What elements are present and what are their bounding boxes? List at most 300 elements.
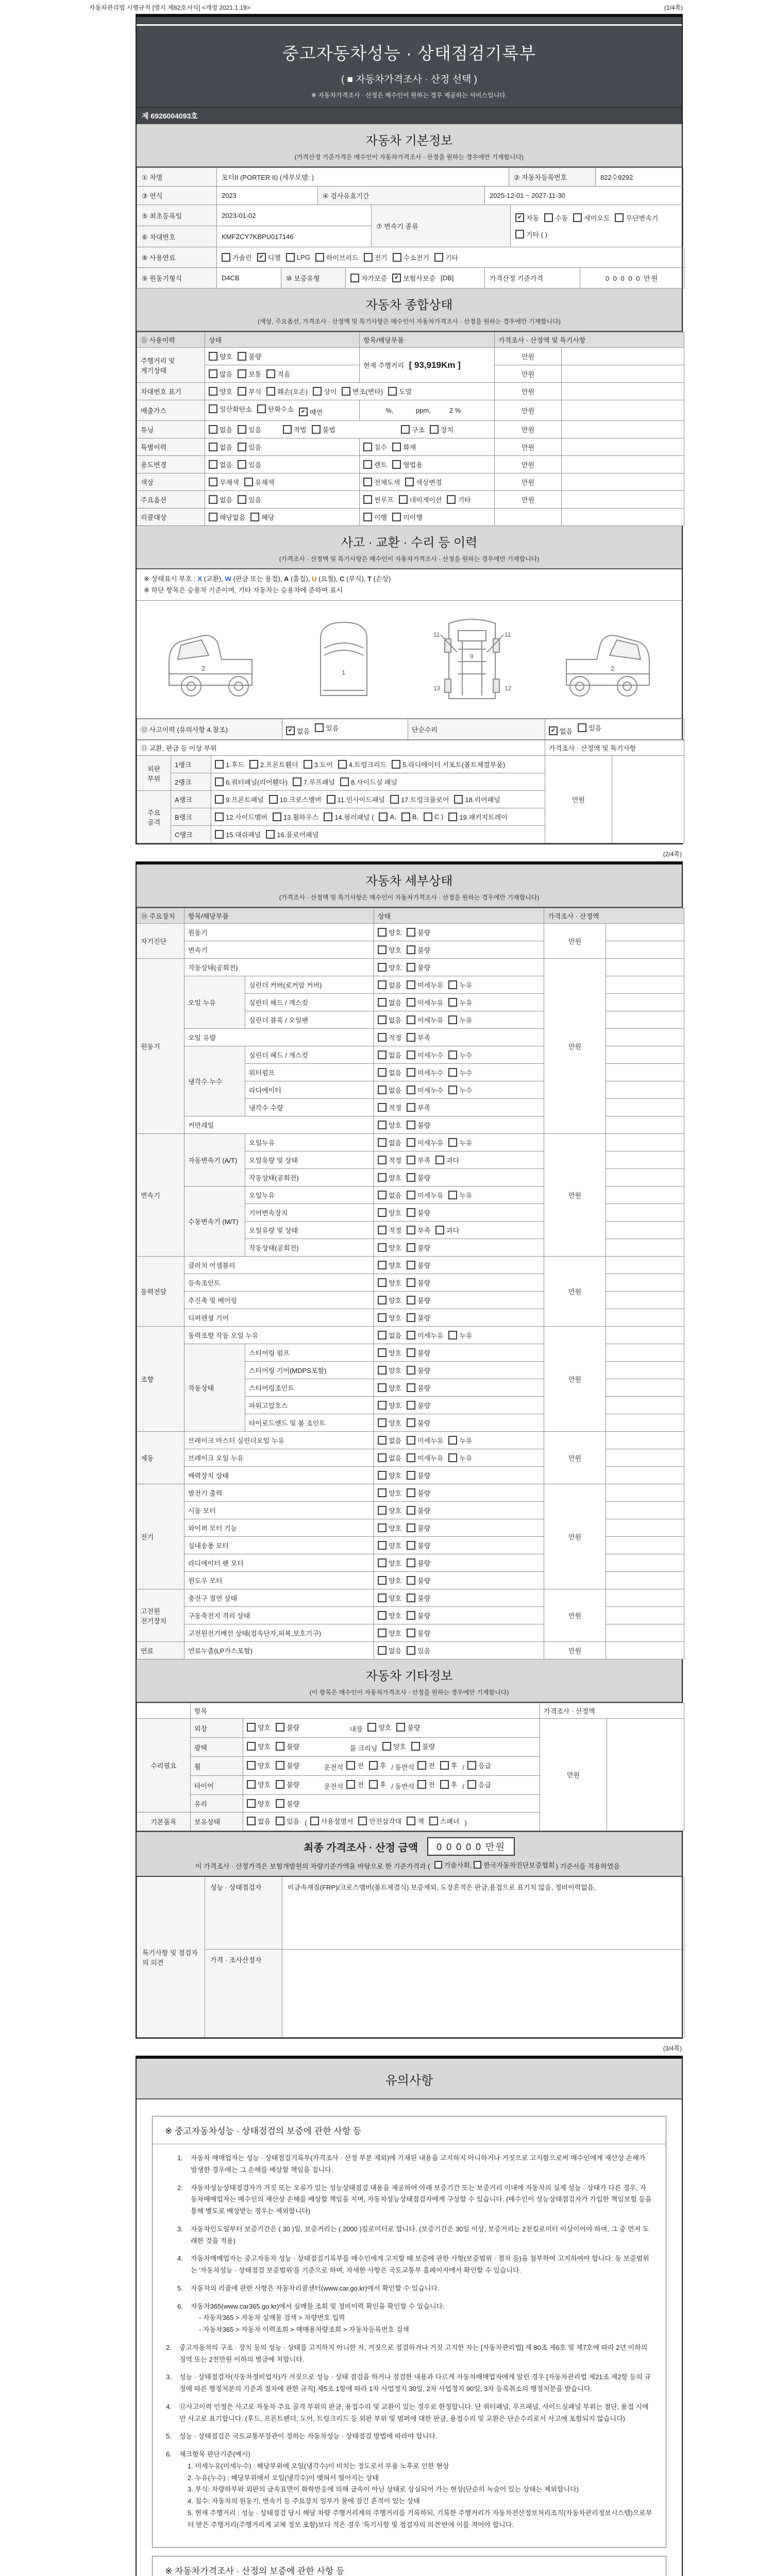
checkbox-option[interactable] — [407, 962, 430, 972]
checkbox-option[interactable] — [407, 1138, 443, 1147]
checkbox-option[interactable] — [407, 1260, 430, 1270]
checkbox-option[interactable] — [378, 1313, 401, 1323]
checkbox-box-icon[interactable] — [378, 1173, 386, 1182]
checkbox-box-icon[interactable] — [407, 1278, 415, 1287]
checkbox-option[interactable] — [378, 997, 401, 1007]
checkbox-box-icon[interactable] — [448, 1436, 457, 1445]
checkbox-option[interactable] — [407, 1593, 430, 1603]
checkbox-option[interactable] — [338, 759, 387, 769]
checkbox-option[interactable] — [378, 1190, 401, 1200]
checkbox-option[interactable] — [327, 794, 385, 804]
checkbox-box-icon[interactable] — [378, 980, 386, 989]
checkbox-option[interactable] — [615, 213, 658, 223]
checkbox-option[interactable] — [238, 369, 261, 379]
checkbox-box-icon[interactable] — [378, 1331, 386, 1340]
checkbox-box-icon[interactable] — [312, 425, 321, 434]
checkbox-option[interactable] — [304, 759, 333, 769]
checkbox-option[interactable] — [238, 442, 261, 452]
checkbox-option[interactable] — [378, 1155, 401, 1165]
checkbox-box-icon[interactable] — [392, 443, 401, 451]
checkbox-option[interactable] — [401, 425, 425, 434]
checkbox-box-icon[interactable] — [378, 1208, 386, 1217]
checkbox-option[interactable] — [467, 1760, 491, 1770]
checkbox-box-icon[interactable] — [209, 369, 217, 378]
checkbox-option[interactable] — [407, 1348, 430, 1358]
checkbox-option[interactable] — [407, 1067, 443, 1077]
checkbox-option[interactable] — [222, 252, 252, 262]
checkbox-option[interactable] — [448, 1435, 472, 1445]
checkbox-box-icon[interactable] — [276, 1817, 284, 1825]
checkbox-option[interactable] — [215, 829, 261, 839]
checkbox-option[interactable] — [276, 1760, 299, 1770]
checkbox-option[interactable] — [257, 252, 281, 262]
checkbox-option[interactable] — [378, 1032, 401, 1042]
checkbox-option[interactable] — [276, 1780, 299, 1789]
checkbox-box-icon[interactable] — [363, 460, 372, 469]
checkbox-option[interactable] — [266, 386, 308, 396]
checkbox-option[interactable] — [448, 1330, 472, 1340]
checkbox-box-icon[interactable] — [266, 369, 275, 378]
checkbox-box-icon[interactable] — [434, 1861, 442, 1869]
checkbox-option[interactable] — [247, 1816, 271, 1826]
checkbox-box-icon[interactable] — [378, 1138, 386, 1147]
checkbox-option[interactable] — [266, 369, 290, 379]
checkbox-box-icon[interactable] — [250, 513, 259, 521]
checkbox-box-icon[interactable] — [378, 1488, 386, 1497]
checkbox-box-icon[interactable] — [407, 1121, 415, 1129]
checkbox-option[interactable] — [378, 1208, 401, 1217]
checkbox-box-icon[interactable] — [378, 1436, 386, 1445]
checkbox-box-icon[interactable] — [249, 760, 258, 769]
checkbox-box-icon[interactable] — [378, 1296, 386, 1304]
checkbox-option[interactable] — [378, 1540, 401, 1550]
checkbox-option[interactable] — [378, 945, 401, 955]
checkbox-box-icon[interactable]: ✔ — [286, 726, 295, 735]
checkbox-box-icon[interactable] — [435, 1156, 444, 1164]
checkbox-box-icon[interactable] — [247, 1799, 256, 1808]
checkbox-box-icon[interactable] — [378, 1243, 386, 1252]
checkbox-box-icon[interactable] — [407, 1436, 415, 1445]
checkbox-option[interactable] — [346, 1760, 364, 1770]
checkbox-box-icon[interactable] — [448, 1331, 457, 1340]
checkbox-option[interactable] — [440, 1760, 458, 1770]
checkbox-box-icon[interactable] — [304, 760, 312, 769]
checkbox-box-icon[interactable] — [407, 1138, 415, 1147]
checkbox-box-icon[interactable] — [399, 495, 408, 504]
checkbox-box-icon[interactable] — [209, 513, 217, 521]
checkbox-box-icon[interactable] — [378, 1348, 386, 1357]
checkbox-box-icon[interactable] — [266, 830, 275, 839]
checkbox-option[interactable] — [429, 1816, 460, 1826]
checkbox-option[interactable] — [407, 1400, 430, 1410]
checkbox-option[interactable] — [247, 1722, 271, 1732]
checkbox-box-icon[interactable] — [378, 1015, 386, 1024]
checkbox-option[interactable] — [417, 1760, 435, 1770]
checkbox-box-icon[interactable] — [615, 213, 624, 222]
checkbox-box-icon[interactable] — [454, 795, 463, 804]
checkbox-box-icon[interactable] — [340, 777, 349, 786]
checkbox-option[interactable] — [378, 1646, 401, 1655]
checkbox-option[interactable] — [209, 477, 239, 487]
checkbox-box-icon[interactable] — [388, 387, 397, 396]
checkbox-option[interactable] — [363, 477, 400, 487]
checkbox-box-icon[interactable] — [247, 1761, 256, 1770]
checkbox-box-icon[interactable] — [407, 1313, 415, 1322]
checkbox-option[interactable] — [215, 812, 267, 822]
checkbox-option[interactable] — [378, 1383, 401, 1393]
checkbox-option[interactable] — [407, 1120, 430, 1130]
checkbox-box-icon[interactable] — [407, 1261, 415, 1269]
checkbox-option[interactable] — [209, 495, 232, 504]
checkbox-box-icon[interactable] — [238, 460, 246, 469]
checkbox-box-icon[interactable] — [238, 352, 246, 361]
checkbox-box-icon[interactable] — [363, 478, 372, 486]
checkbox-option[interactable] — [454, 794, 500, 804]
checkbox-box-icon[interactable] — [247, 1817, 256, 1825]
checkbox-option[interactable] — [363, 460, 387, 469]
checkbox-box-icon[interactable] — [276, 1723, 284, 1732]
checkbox-option[interactable] — [407, 1418, 430, 1428]
checkbox-option[interactable] — [407, 1470, 430, 1480]
checkbox-box-icon[interactable] — [238, 425, 246, 434]
checkbox-option[interactable] — [378, 1085, 401, 1095]
checkbox-box-icon[interactable] — [363, 495, 372, 504]
checkbox-option[interactable] — [378, 1225, 401, 1235]
checkbox-option[interactable] — [378, 1067, 401, 1077]
checkbox-box-icon[interactable] — [363, 513, 372, 521]
checkbox-option[interactable] — [407, 1558, 430, 1568]
checkbox-option[interactable] — [250, 512, 274, 522]
checkbox-option[interactable] — [310, 1816, 354, 1826]
checkbox-box-icon[interactable] — [378, 1401, 386, 1410]
checkbox-option[interactable] — [544, 213, 568, 223]
checkbox-option[interactable] — [378, 1138, 401, 1147]
checkbox-option[interactable] — [244, 477, 275, 487]
checkbox-option[interactable] — [424, 812, 443, 821]
checkbox-option[interactable] — [578, 723, 601, 733]
checkbox-box-icon[interactable] — [315, 253, 324, 262]
checkbox-box-icon[interactable] — [392, 513, 401, 521]
checkbox-option[interactable] — [448, 1453, 472, 1463]
checkbox-option[interactable] — [378, 1120, 401, 1130]
checkbox-box-icon[interactable] — [364, 253, 373, 262]
checkbox-option[interactable] — [573, 213, 610, 223]
checkbox-box-icon[interactable] — [474, 1861, 481, 1869]
checkbox-option[interactable] — [276, 1741, 299, 1751]
checkbox-option[interactable] — [249, 759, 298, 769]
checkbox-box-icon[interactable] — [350, 274, 359, 282]
checkbox-option[interactable] — [440, 1780, 458, 1789]
checkbox-box-icon[interactable] — [407, 1331, 415, 1340]
checkbox-option[interactable] — [407, 1646, 430, 1655]
checkbox-box-icon[interactable] — [448, 998, 457, 1007]
checkbox-box-icon[interactable] — [273, 812, 281, 821]
checkbox-option[interactable] — [363, 512, 387, 522]
checkbox-box-icon[interactable] — [378, 1594, 386, 1602]
checkbox-box-icon[interactable] — [407, 1576, 415, 1585]
checkbox-option[interactable] — [515, 229, 547, 239]
checkbox-box-icon[interactable] — [378, 1366, 386, 1375]
checkbox-option[interactable] — [315, 252, 359, 262]
checkbox-option[interactable] — [407, 1488, 430, 1498]
checkbox-option[interactable] — [407, 1816, 424, 1826]
checkbox-box-icon[interactable] — [573, 213, 582, 222]
checkbox-box-icon[interactable] — [369, 1780, 378, 1789]
checkbox-box-icon[interactable] — [346, 1761, 355, 1770]
checkbox-box-icon[interactable] — [407, 1050, 415, 1059]
checkbox-option[interactable] — [346, 1780, 364, 1789]
checkbox-box-icon[interactable] — [378, 1033, 386, 1042]
checkbox-option[interactable] — [407, 980, 443, 990]
checkbox-box-icon[interactable] — [257, 404, 266, 413]
checkbox-box-icon[interactable] — [238, 443, 246, 451]
checkbox-option[interactable] — [407, 945, 430, 955]
checkbox-option[interactable] — [378, 1435, 401, 1445]
checkbox-box-icon[interactable] — [448, 1453, 457, 1462]
checkbox-box-icon[interactable] — [378, 1068, 386, 1077]
checkbox-option[interactable] — [276, 1722, 299, 1732]
checkbox-option[interactable] — [209, 351, 232, 361]
checkbox-box-icon[interactable] — [390, 795, 399, 804]
checkbox-option[interactable] — [407, 1611, 430, 1620]
checkbox-box-icon[interactable] — [407, 1523, 415, 1532]
checkbox-box-icon[interactable] — [378, 1576, 386, 1585]
checkbox-box-icon[interactable] — [396, 1723, 405, 1732]
checkbox-option[interactable] — [286, 726, 310, 736]
checkbox-box-icon[interactable] — [407, 1208, 415, 1217]
checkbox-box-icon[interactable] — [407, 1103, 415, 1112]
checkbox-option[interactable] — [378, 962, 401, 972]
checkbox-box-icon[interactable] — [358, 1817, 367, 1825]
checkbox-option[interactable] — [238, 425, 261, 434]
checkbox-box-icon[interactable]: ✔ — [515, 213, 524, 222]
checkbox-box-icon[interactable] — [310, 1817, 319, 1825]
checkbox-option[interactable] — [448, 1138, 472, 1147]
checkbox-box-icon[interactable] — [407, 1033, 415, 1042]
checkbox-option[interactable] — [407, 1453, 443, 1463]
checkbox-box-icon[interactable] — [367, 1723, 376, 1732]
checkbox-box-icon[interactable] — [209, 425, 217, 434]
checkbox-box-icon[interactable] — [378, 1156, 386, 1164]
checkbox-option[interactable] — [378, 1015, 401, 1025]
checkbox-option[interactable] — [379, 812, 396, 821]
checkbox-box-icon[interactable] — [215, 812, 224, 821]
checkbox-option[interactable] — [378, 1505, 401, 1515]
checkbox-option[interactable] — [392, 273, 435, 283]
checkbox-box-icon[interactable] — [378, 998, 386, 1007]
checkbox-option[interactable] — [407, 1155, 430, 1165]
checkbox-box-icon[interactable] — [467, 1761, 476, 1770]
checkbox-option[interactable] — [401, 812, 418, 821]
checkbox-box-icon[interactable] — [407, 1173, 415, 1182]
checkbox-option[interactable] — [430, 425, 453, 434]
checkbox-option[interactable] — [247, 1741, 271, 1751]
checkbox-box-icon[interactable] — [378, 963, 386, 972]
checkbox-box-icon[interactable] — [448, 980, 457, 989]
checkbox-box-icon[interactable] — [369, 1761, 378, 1770]
checkbox-box-icon[interactable] — [283, 425, 292, 434]
checkbox-box-icon[interactable] — [392, 460, 401, 469]
checkbox-option[interactable] — [313, 386, 337, 396]
checkbox-box-icon[interactable] — [430, 425, 439, 434]
checkbox-option[interactable] — [448, 1085, 472, 1095]
checkbox-box-icon[interactable] — [209, 460, 217, 469]
checkbox-box-icon[interactable] — [544, 213, 553, 222]
checkbox-box-icon[interactable] — [378, 1506, 386, 1515]
checkbox-box-icon[interactable] — [407, 998, 415, 1007]
checkbox-option[interactable] — [448, 1050, 472, 1060]
checkbox-option[interactable] — [293, 777, 335, 787]
checkbox-box-icon[interactable] — [378, 1453, 386, 1462]
checkbox-box-icon[interactable] — [378, 928, 386, 937]
checkbox-box-icon[interactable] — [407, 1558, 415, 1567]
checkbox-option[interactable] — [378, 1260, 401, 1270]
checkbox-option[interactable] — [417, 1780, 435, 1789]
checkbox-option[interactable] — [286, 253, 310, 262]
checkbox-option[interactable] — [378, 1575, 401, 1585]
checkbox-option[interactable] — [515, 213, 539, 223]
checkbox-box-icon[interactable] — [407, 1366, 415, 1375]
checkbox-option[interactable] — [209, 369, 232, 379]
checkbox-box-icon[interactable] — [378, 1103, 386, 1112]
checkbox-option[interactable] — [215, 794, 264, 804]
checkbox-box-icon[interactable] — [440, 1761, 449, 1770]
checkbox-box-icon[interactable] — [342, 387, 350, 396]
checkbox-option[interactable] — [378, 1050, 401, 1060]
checkbox-option[interactable] — [378, 1470, 401, 1480]
checkbox-box-icon[interactable] — [266, 387, 275, 396]
checkbox-option[interactable] — [363, 442, 387, 452]
checkbox-option[interactable] — [340, 777, 397, 787]
checkbox-box-icon[interactable] — [448, 1050, 457, 1059]
checkbox-box-icon[interactable] — [515, 230, 524, 239]
checkbox-option[interactable] — [407, 1505, 430, 1515]
checkbox-option[interactable] — [378, 1558, 401, 1568]
checkbox-box-icon[interactable] — [407, 1488, 415, 1497]
checkbox-option[interactable] — [378, 1278, 401, 1287]
checkbox-option[interactable] — [392, 759, 505, 769]
checkbox-option[interactable] — [247, 1760, 271, 1770]
checkbox-option[interactable] — [435, 1225, 459, 1235]
checkbox-box-icon[interactable] — [407, 1453, 415, 1462]
checkbox-option[interactable] — [342, 386, 383, 396]
checkbox-box-icon[interactable] — [407, 1383, 415, 1392]
checkbox-box-icon[interactable] — [276, 1742, 284, 1751]
checkbox-box-icon[interactable] — [467, 1780, 476, 1789]
checkbox-option[interactable] — [407, 1540, 430, 1550]
checkbox-box-icon[interactable] — [247, 1780, 256, 1789]
checkbox-box-icon[interactable]: ✔ — [392, 274, 401, 282]
checkbox-box-icon[interactable] — [269, 795, 278, 804]
checkbox-option[interactable] — [247, 1799, 271, 1808]
checkbox-box-icon[interactable] — [293, 777, 301, 786]
checkbox-box-icon[interactable] — [215, 830, 224, 839]
checkbox-box-icon[interactable] — [448, 1138, 457, 1147]
checkbox-option[interactable] — [447, 495, 470, 504]
checkbox-box-icon[interactable] — [407, 1629, 415, 1637]
checkbox-box-icon[interactable] — [378, 1313, 386, 1322]
checkbox-box-icon[interactable] — [378, 1611, 386, 1620]
checkbox-option[interactable] — [474, 1860, 554, 1870]
checkbox-option[interactable] — [378, 1243, 401, 1252]
checkbox-box-icon[interactable] — [401, 812, 410, 821]
checkbox-box-icon[interactable] — [407, 1191, 415, 1199]
checkbox-box-icon[interactable] — [338, 760, 347, 769]
checkbox-option[interactable] — [378, 1103, 401, 1112]
checkbox-box-icon[interactable] — [448, 1068, 457, 1077]
checkbox-option[interactable] — [407, 1628, 430, 1638]
checkbox-option[interactable] — [257, 404, 294, 414]
checkbox-option[interactable] — [396, 1722, 420, 1732]
checkbox-option[interactable] — [407, 927, 430, 937]
checkbox-box-icon[interactable] — [247, 1742, 256, 1751]
checkbox-option[interactable] — [283, 425, 307, 434]
checkbox-box-icon[interactable] — [407, 1471, 415, 1480]
checkbox-box-icon[interactable] — [407, 1594, 415, 1602]
checkbox-option[interactable] — [407, 1330, 443, 1340]
checkbox-option[interactable] — [378, 1628, 401, 1638]
checkbox-box-icon[interactable] — [238, 495, 246, 504]
checkbox-box-icon[interactable] — [407, 980, 415, 989]
checkbox-box-icon[interactable] — [578, 723, 586, 732]
checkbox-option[interactable] — [392, 512, 423, 522]
checkbox-box-icon[interactable]: ✔ — [299, 408, 308, 416]
checkbox-box-icon[interactable] — [407, 1418, 415, 1427]
checkbox-box-icon[interactable] — [215, 760, 224, 769]
checkbox-box-icon[interactable] — [440, 1780, 449, 1789]
checkbox-box-icon[interactable] — [407, 1611, 415, 1620]
checkbox-box-icon[interactable] — [417, 1761, 426, 1770]
checkbox-box-icon[interactable] — [407, 928, 415, 937]
checkbox-box-icon[interactable]: ✔ — [549, 726, 558, 735]
checkbox-option[interactable] — [407, 1278, 430, 1287]
checkbox-option[interactable] — [364, 252, 388, 262]
checkbox-box-icon[interactable] — [407, 1817, 415, 1825]
checkbox-option[interactable] — [378, 1453, 401, 1463]
checkbox-option[interactable] — [448, 1067, 472, 1077]
checkbox-box-icon[interactable] — [378, 1050, 386, 1059]
checkbox-box-icon[interactable] — [378, 1121, 386, 1129]
checkbox-option[interactable] — [411, 1741, 435, 1751]
checkbox-box-icon[interactable] — [407, 1243, 415, 1252]
checkbox-box-icon[interactable] — [407, 1226, 415, 1234]
checkbox-box-icon[interactable] — [411, 1742, 420, 1751]
checkbox-option[interactable] — [238, 495, 261, 504]
checkbox-box-icon[interactable] — [378, 1278, 386, 1287]
checkbox-option[interactable] — [209, 460, 232, 469]
checkbox-option[interactable] — [407, 1243, 430, 1252]
checkbox-box-icon[interactable] — [434, 253, 443, 262]
checkbox-option[interactable] — [407, 1295, 430, 1305]
checkbox-box-icon[interactable] — [276, 1761, 284, 1770]
checkbox-option[interactable] — [434, 1860, 472, 1870]
checkbox-box-icon[interactable] — [244, 478, 253, 486]
checkbox-box-icon[interactable] — [407, 1156, 415, 1164]
checkbox-option[interactable] — [273, 812, 318, 822]
checkbox-option[interactable] — [407, 1032, 430, 1042]
checkbox-box-icon[interactable] — [215, 795, 224, 804]
checkbox-box-icon[interactable] — [448, 1086, 457, 1094]
checkbox-box-icon[interactable] — [238, 387, 246, 396]
checkbox-option[interactable] — [434, 252, 458, 262]
checkbox-option[interactable] — [350, 273, 387, 283]
checkbox-box-icon[interactable] — [424, 812, 432, 821]
checkbox-option[interactable] — [276, 1816, 299, 1826]
checkbox-option[interactable] — [448, 1015, 472, 1025]
checkbox-box-icon[interactable] — [378, 1383, 386, 1392]
checkbox-option[interactable] — [312, 425, 335, 434]
checkbox-option[interactable] — [378, 1418, 401, 1428]
